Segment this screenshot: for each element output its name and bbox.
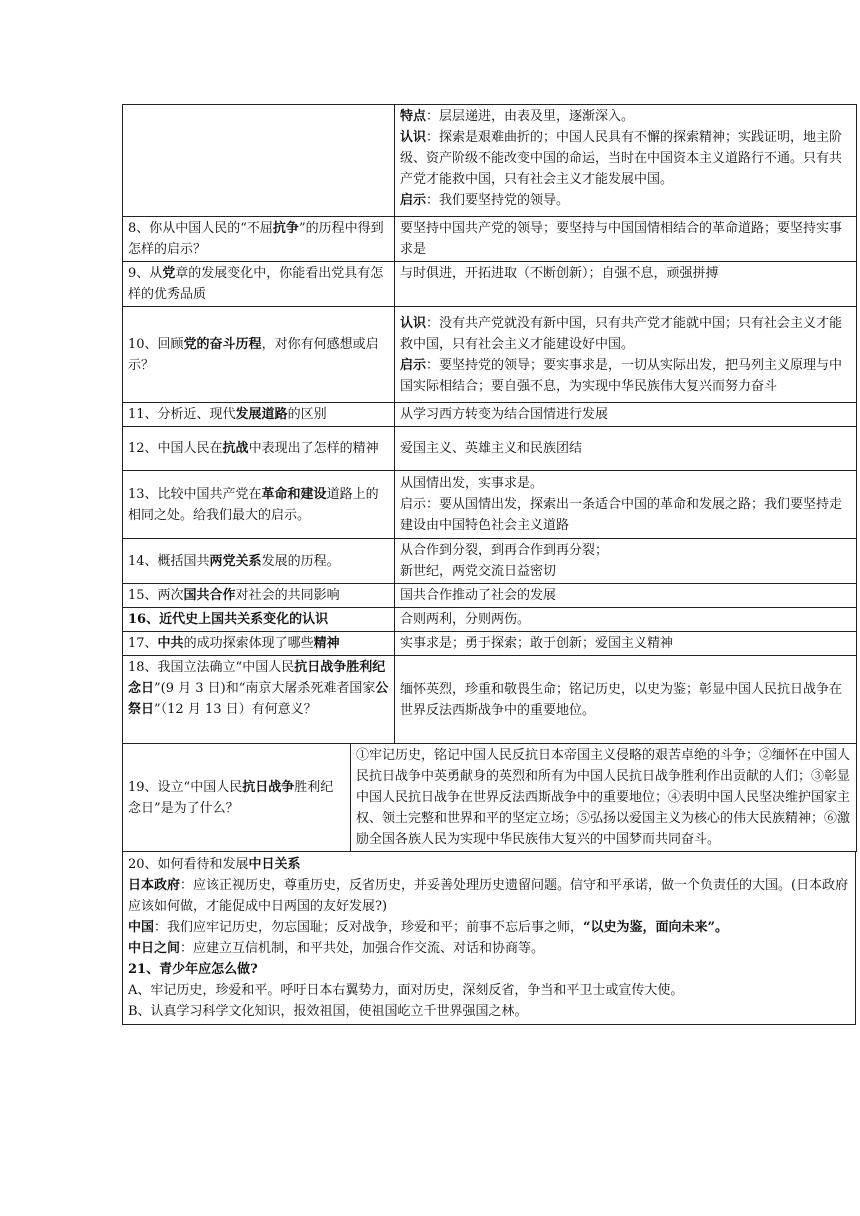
table-row [123,262,857,307]
question-keyword: 抗日战争 [242,779,295,795]
question-cell [123,471,395,539]
answer-cell [395,608,857,632]
answer-cell [395,217,857,262]
question-text: 胜利纪念日”是为了什么？ [128,779,334,816]
question-keyword: 抗战 [222,441,249,456]
answer-text: 启示：要从国情出发，探索出一条适合中国的革命和发展之路；我们要坚持走建设由中国特色社会主义道路 [400,497,843,533]
question-text: 20、如何看待和发展 [128,857,249,872]
question-keyword: 两党关系 [209,553,262,569]
question-text: 8、你从中国人民的“不屈 [128,221,273,236]
label-between: 中日之间 [128,941,181,956]
answer-text: 爱国主义、英雄主义和民族团结 [400,441,583,456]
answer-cell [395,632,857,656]
table-row [123,105,857,217]
question-text: 17、 [128,636,158,651]
question-text: 中表现出了怎样的精神 [248,441,379,456]
question-cell [123,632,395,656]
question-text: 18、我国立法确立“中国人民 [128,660,295,675]
table-row [123,632,857,656]
answer-text: ：层层递进，由表及里，逐渐深入。 [426,109,635,124]
question-cell [123,584,395,608]
label-japan: 日本政府 [128,878,181,893]
answer-text: 合则两利，分则两伤。 [400,612,531,627]
question-text: 13、比较中国共产党在 [128,486,262,502]
question-text: 对社会的共同影响 [235,588,340,603]
answer-text: ：应建立互信机制，和平共处，加强合作交流、对话和协商等。 [180,941,545,956]
table-row [123,584,857,608]
answer-keyword: “以史为鉴，面向未来”。 [583,920,728,935]
question-keyword: 中日关系 [248,857,301,872]
answer-text: B、认真学习科学文化知识，报效祖国，使祖国屹立千世界强国之林。 [128,1004,528,1019]
question-keyword: 党 [162,266,176,281]
question-text: 12、中国人民在 [128,441,223,456]
label-tedian: 特点 [400,109,427,124]
question-keyword: 16、近代史上国共关系变化的认识 [128,612,329,627]
answer-text: A、牢记历史，珍爱和平。呼吁日本右翼势力，面对历史，深刻反省，争当和平卫士或宣传大使。 [128,983,684,998]
answer-text: 国共合作推动了社会的发展 [400,588,557,603]
question-cell [123,656,395,744]
question-keyword: 抗日战争胜利纪念日 [128,660,386,696]
question-text: 道路上的相同之处。给我们最大的启示。 [128,486,379,523]
question-text: 15、两次 [128,588,184,603]
notes-page [122,104,856,1025]
question-text: 19、设立“中国人民 [128,779,243,795]
answer-cell [351,744,857,852]
question-text: 的成功探索体现了哪些 [183,636,314,651]
answer-text: 与时俱进，开拓进取（不断创新）；自强不息，顽强拼搏 [400,266,719,281]
answer-cell [395,403,857,427]
answer-cell [395,262,857,307]
label-renshi: 认识 [400,130,427,145]
answer-text: ：没有共产党就没有新中国，只有共产党才能就中国；只有社会主义才能救中国，只有社会主义才能建设好中国。 [400,315,843,352]
question-text: ”的历程中得到怎样的启示？ [128,221,384,257]
answer-text: ：探索是艰难曲折的；中国人民具有不懈的探索精神；实践证明，地主阶级、资产阶级不能改变中国的命运，当时在中国资本主义道路行不通。只有共产党才能救中国，只有社会主义才能发展中国。 [400,130,843,187]
answer-text: ：应该正视历史，尊重历史，反省历史，并妥善处理历史遗留问题。信守和平承诺，做一个负责任的大国。(日本政府应该如何做，才能促成中日两国的友好发展?) [128,878,849,914]
question-keyword: 公祭日 [128,681,389,717]
answer-text: 要坚持中国共产党的领导；要坚持与中国国情相结合的革命道路；要坚持实事求是 [400,221,843,257]
question-text: 14、概括国共 [128,553,210,569]
table-row [123,471,857,539]
question-keyword: 21、青少年应怎么做? [128,962,258,977]
answer-text: 从学习西方转变为结合国情进行发展 [400,407,609,422]
answer-text: ：要坚持党的领导；要实事求是，一切从实际出发，把马列主义原理与中国实际相结合；要自强不息，为实现中华民族伟大复兴而努力奋斗 [400,357,843,394]
question-text: 的区别 [287,407,327,422]
bottom-box [122,851,856,1025]
question-cell-empty [123,105,395,217]
answer-text: 缅怀英烈，珍重和敬畏生命；铭记历史，以史为鉴；彰显中国人民抗日战争在世界反法西斯战争中的重要地位。 [400,681,843,718]
answer-cell [395,584,857,608]
table-row [123,427,857,471]
question-text: ”(9 月 3 日)和“南京大屠杀死难者国家 [154,681,376,696]
question-cell [123,403,395,427]
question-cell [123,307,395,403]
table-row [123,217,857,262]
question-text: 发展的历程。 [261,553,340,569]
question-keyword: 党的奋斗历程 [183,336,262,352]
question-keyword: 抗争 [272,221,299,236]
question-keyword: 国共合作 [183,588,236,603]
question-text: 11、分析近、现代 [128,407,236,422]
answer-text: ：我们要坚持党的领导。 [426,193,570,208]
table-row [123,539,857,584]
table-row [123,852,856,1025]
label-qishi: 启示 [400,193,427,208]
answer-cell [395,471,857,539]
answer-cell [395,427,857,471]
answer-text: 实事求是；勇于探索；敢于创新；爱国主义精神 [400,636,674,651]
table-row [123,744,857,852]
label-qishi: 启示 [400,357,427,373]
answer-cell [395,539,857,584]
question-text: 10、回顾 [128,336,184,352]
label-china: 中国 [128,920,155,935]
question-keyword: 中共 [157,636,184,651]
question-keyword: 发展道路 [235,407,288,422]
answer-text: 新世纪，两党交流日益密切 [400,564,557,579]
answer-cell [395,307,857,403]
full-width-cell [123,852,856,1025]
qa-table-19 [122,743,857,852]
table-row [123,608,857,632]
answer-text: 从国情出发，实事求是。 [400,476,544,491]
question-cell [123,744,351,852]
answer-cell [395,656,857,744]
label-renshi: 认识 [400,315,427,331]
answer-cell [395,105,857,217]
question-text: 9、从 [128,266,163,281]
question-cell [123,608,395,632]
question-text: ，对你有何感想或启示？ [128,336,379,373]
table-row [123,656,857,744]
table-row [123,403,857,427]
question-cell [123,427,395,471]
answer-text: 从合作到分裂，到再合作到再分裂； [400,543,609,558]
question-cell [123,262,395,307]
qa-table [122,104,857,744]
question-cell [123,539,395,584]
question-keyword: 精神 [313,636,340,651]
table-row [123,307,857,403]
answer-text: ①牢记历史，铭记中国人民反抗日本帝国主义侵略的艰苦卓绝的斗争；②缅怀在中国人民抗日战争中英勇献身的英烈和所有为中国人民抗日战争胜利作出贡献的人们；③彰显中国人民抗日战争在世界反法西斯战争中的重要地位；④表明中国人民坚决维护国家主权、领土完整和世界和平的坚定立场；⑤弘扬以爱国主义为核心的伟大民族精神；⑥激励全国各族人民为实现中华民族伟大复兴的中国梦而共同奋斗。 [356,748,851,847]
question-cell [123,217,395,262]
question-text: 章的发展变化中，你能看出党具有怎样的优秀品质 [128,266,384,302]
answer-text: ：我们应牢记历史，勿忘国耻；反对战争，珍爱和平；前事不忘后事之师， [154,920,584,935]
question-keyword: 革命和建设 [261,486,327,502]
question-text: ”（12 月 13 日）有何意义？ [154,702,317,717]
